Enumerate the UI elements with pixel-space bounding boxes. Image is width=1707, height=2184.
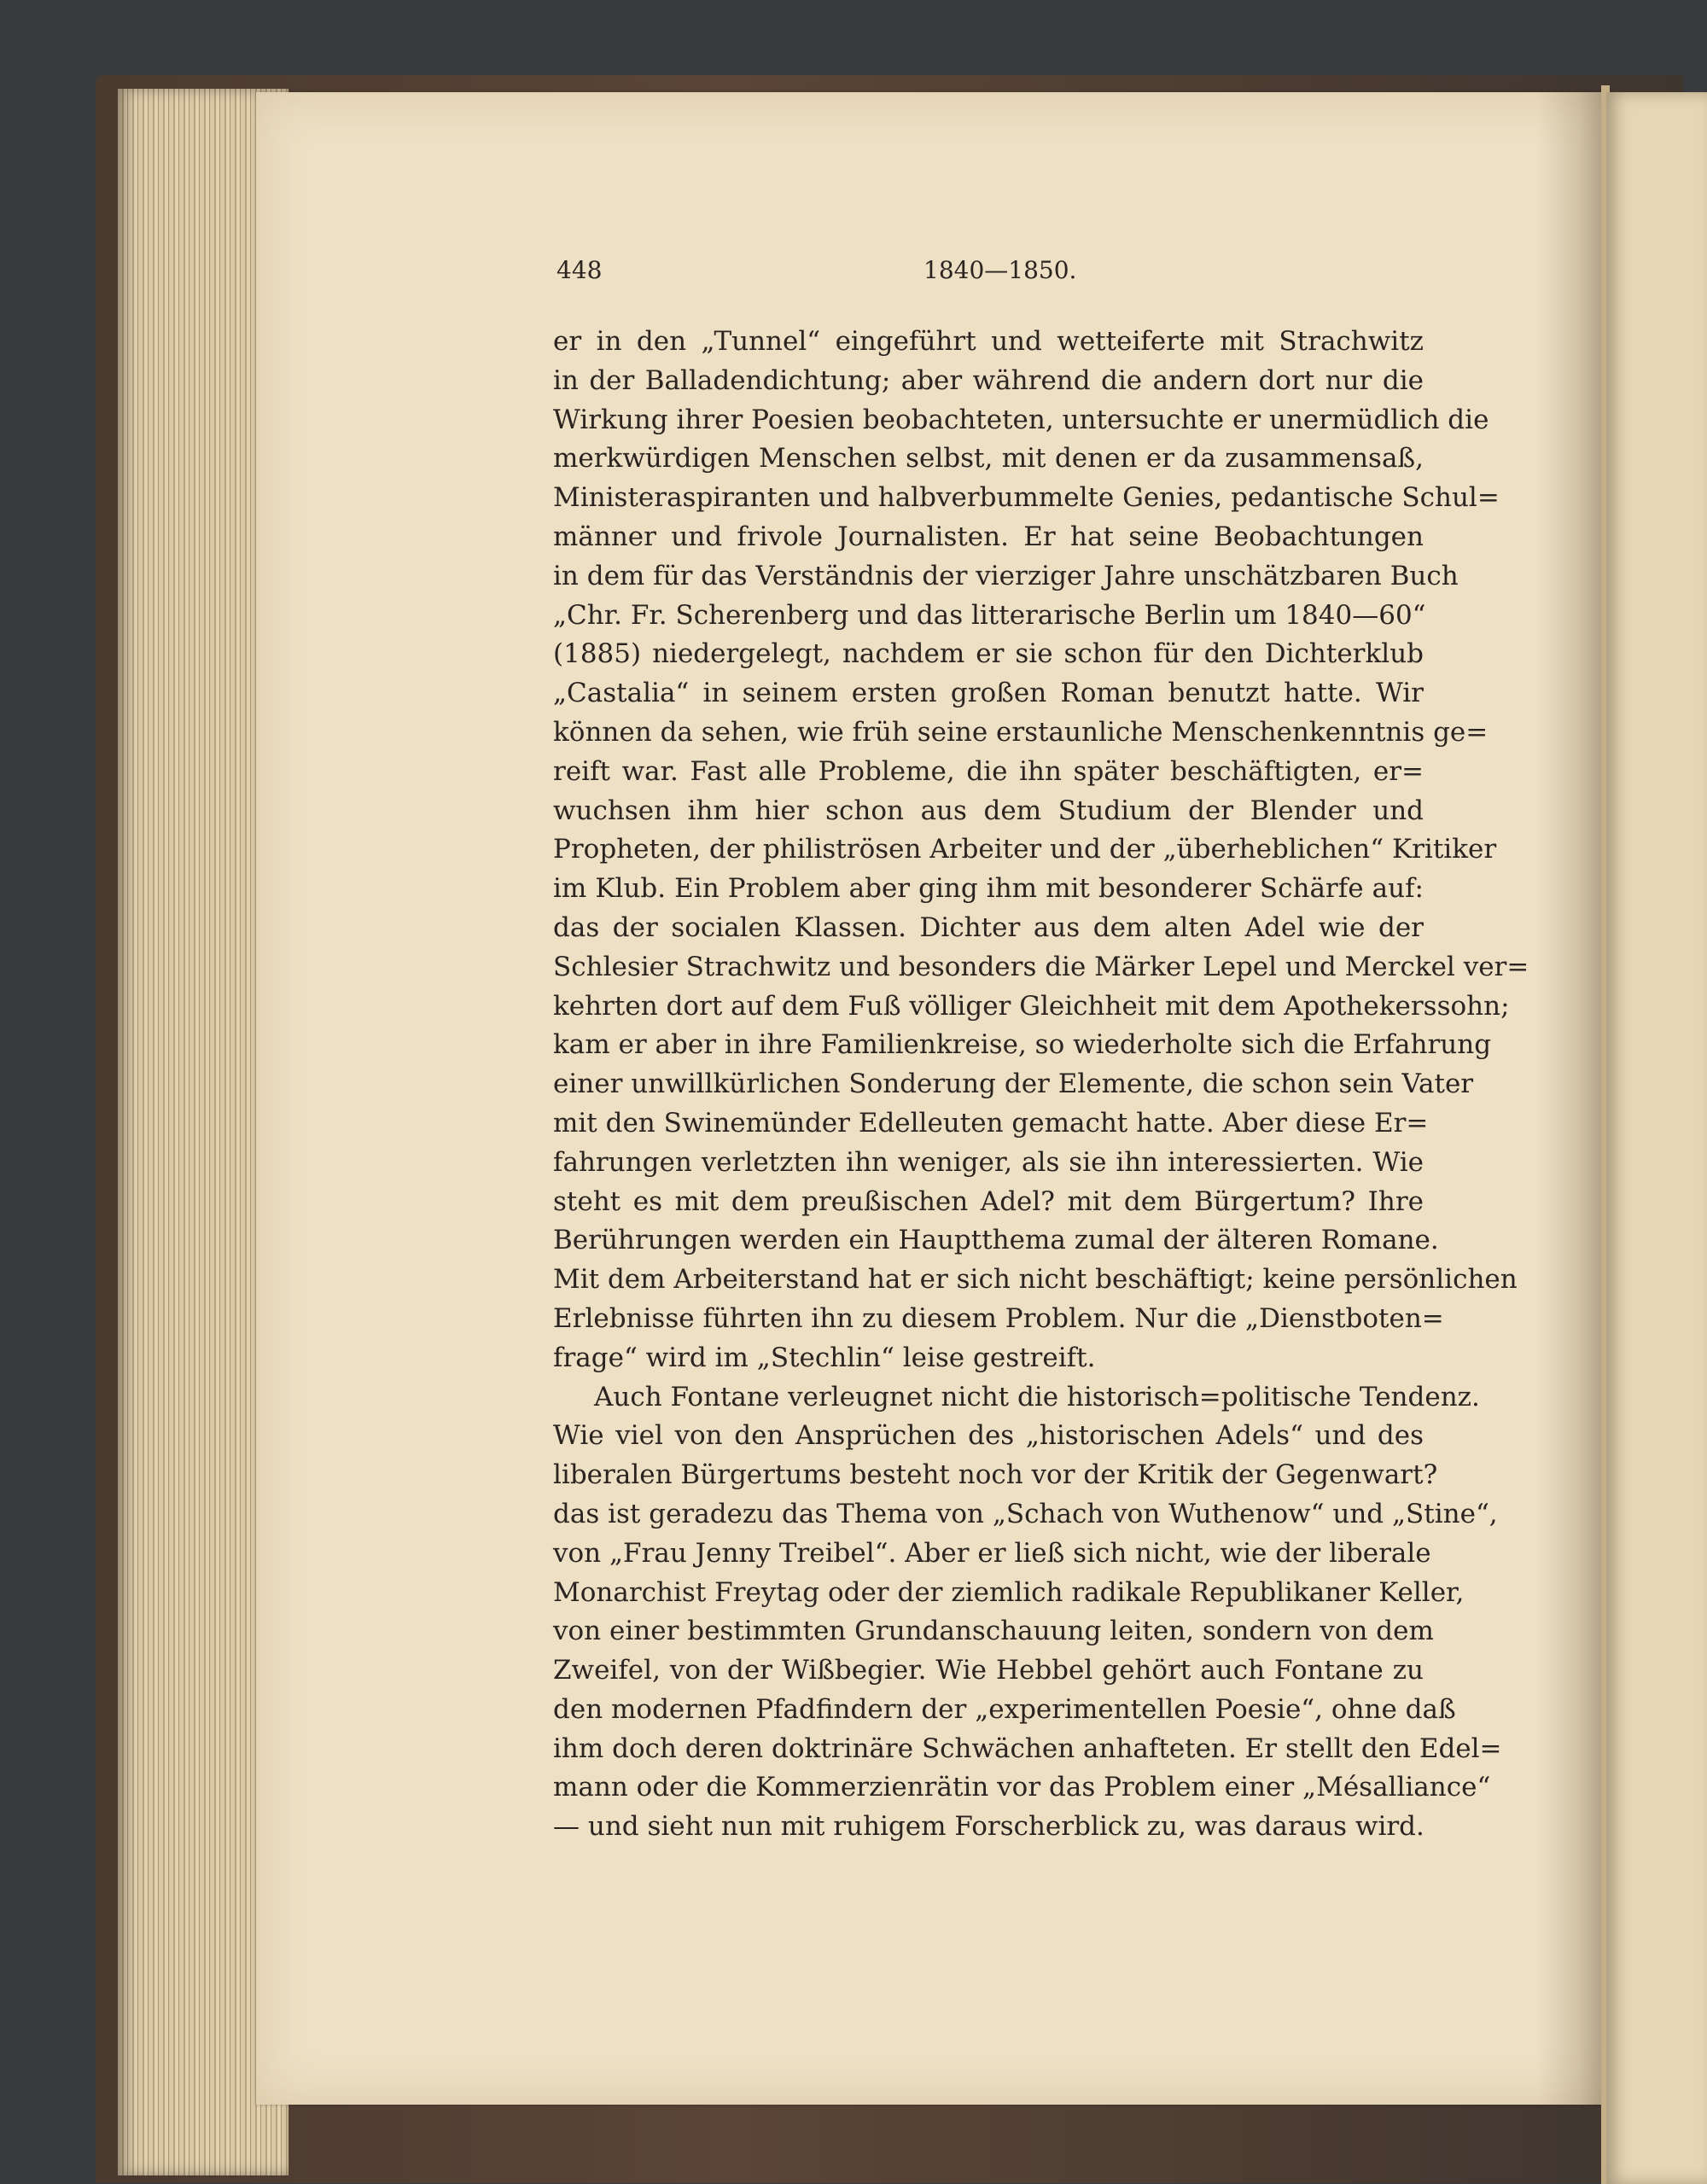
text-line: kam er aber in ihre Familienkreise, so wiederholte sich die Erfahrung xyxy=(553,1029,1492,1061)
text-line: — und sieht nun mit ruhigem Forscherblick zu, was daraus wird. xyxy=(553,1811,1424,1843)
page-number: 448 xyxy=(556,256,603,284)
text-line: Schlesier Strachwitz und besonders die Märker Lepel und Merckel ver= xyxy=(553,951,1529,982)
text-line: den modernen Pfadfindern der „experimentellen Poesie“, ohne daß xyxy=(553,1693,1456,1725)
text-line: kehrten dort auf dem Fuß völliger Gleichheit mit dem Apothekerssohn; xyxy=(553,990,1510,1022)
text-line: Mit dem Arbeiterstand hat er sich nicht beschäftigt; keine persönlichen xyxy=(553,1264,1518,1296)
page-gutter-shadow xyxy=(1536,92,1609,2105)
text-line: merkwürdigen Menschen selbst, mit denen er da zusammensaß, xyxy=(553,443,1424,475)
text-line: in dem für das Verständnis der vierziger Jahre unschätzbaren Buch xyxy=(553,560,1459,591)
text-line: Monarchist Freytag oder der ziemlich radikale Republikaner Keller, xyxy=(553,1576,1465,1608)
text-line: mit den Swinemünder Edelleuten gemacht hatte. Aber diese Er= xyxy=(553,1107,1429,1139)
body-text xyxy=(553,323,1529,1847)
text-line: das der socialen Klassen. Dichter aus dem alten Adel wie der xyxy=(553,911,1424,943)
running-title: 1840—1850. xyxy=(923,256,1077,284)
text-line: frage“ wird im „Stechlin“ leise gestreift. xyxy=(553,1342,1096,1373)
text-line: von einer bestimmten Grundanschauung leiten, sondern von dem xyxy=(553,1616,1434,1647)
text-line: steht es mit dem preußischen Adel? mit dem Bürgertum? Ihre xyxy=(553,1185,1424,1217)
text-line: Wirkung ihrer Poesien beobachteten, untersuchte er unermüdlich die xyxy=(553,404,1489,435)
text-line: mann oder die Kommerzienrätin vor das Problem einer „Mésalliance“ xyxy=(553,1772,1491,1803)
text-line: (1885) niedergelegt, nachdem er sie schon für den Dichterklub xyxy=(553,638,1424,670)
text-line: Ministeraspiranten und halbverbummelte Genies, pedantische Schul= xyxy=(553,482,1500,514)
text-line: Propheten, der philiströsen Arbeiter und der „überheblichen“ Kritiker xyxy=(553,834,1497,865)
text-line: einer unwillkürlichen Sonderung der Elemente, die schon sein Vater xyxy=(553,1069,1474,1100)
text-line: im Klub. Ein Problem aber ging ihm mit besonderer Schärfe auf: xyxy=(553,873,1424,905)
text-line: reift war. Fast alle Probleme, die ihn später beschäftigten, er= xyxy=(553,755,1424,787)
text-line: „Chr. Fr. Scherenberg und das litterarische Berlin um 1840—60“ xyxy=(553,599,1426,631)
text-line: männer und frivole Journalisten. Er hat seine Beobachtungen xyxy=(553,521,1424,552)
text-line: Zweifel, von der Wißbegier. Wie Hebbel gehört auch Fontane zu xyxy=(553,1655,1424,1686)
text-line: liberalen Bürgertums besteht noch vor der Kritik der Gegenwart? xyxy=(553,1459,1438,1491)
text-line: Auch Fontane verleugnet nicht die historisch=politische Tendenz. xyxy=(594,1381,1480,1412)
text-line: das ist geradezu das Thema von „Schach von Wuthenow“ und „Stine“, xyxy=(553,1498,1498,1529)
text-line: er in den „Tunnel“ eingeführt und wetteiferte mit Strachwitz xyxy=(553,326,1424,357)
text-line: in der Balladendichtung; aber während die andern dort nur die xyxy=(553,364,1424,396)
text-line: Wie viel von den Ansprüchen des „historischen Adels“ und des xyxy=(553,1420,1424,1452)
facing-page xyxy=(1606,92,1707,2184)
text-line: Berührungen werden ein Hauptthema zumal der älteren Romane. xyxy=(553,1225,1439,1256)
text-line: Erlebnisse führten ihn zu diesem Problem. Nur die „Dienstboten= xyxy=(553,1302,1444,1334)
text-line: wuchsen ihm hier schon aus dem Studium der Blender und xyxy=(553,795,1424,826)
text-line: können da sehen, wie früh seine erstaunliche Menschenkenntnis ge= xyxy=(553,716,1489,748)
text-line: ihm doch deren doktrinäre Schwächen anhafteten. Er stellt den Edel= xyxy=(553,1733,1502,1764)
text-line: „Castalia“ in seinem ersten großen Roman benutzt hatte. Wir xyxy=(553,678,1424,709)
text-line: von „Frau Jenny Treibel“. Aber er ließ sich nicht, wie der liberale xyxy=(553,1537,1431,1569)
text-line: fahrungen verletzten ihn weniger, als sie ihn interessierten. Wie xyxy=(553,1146,1424,1178)
